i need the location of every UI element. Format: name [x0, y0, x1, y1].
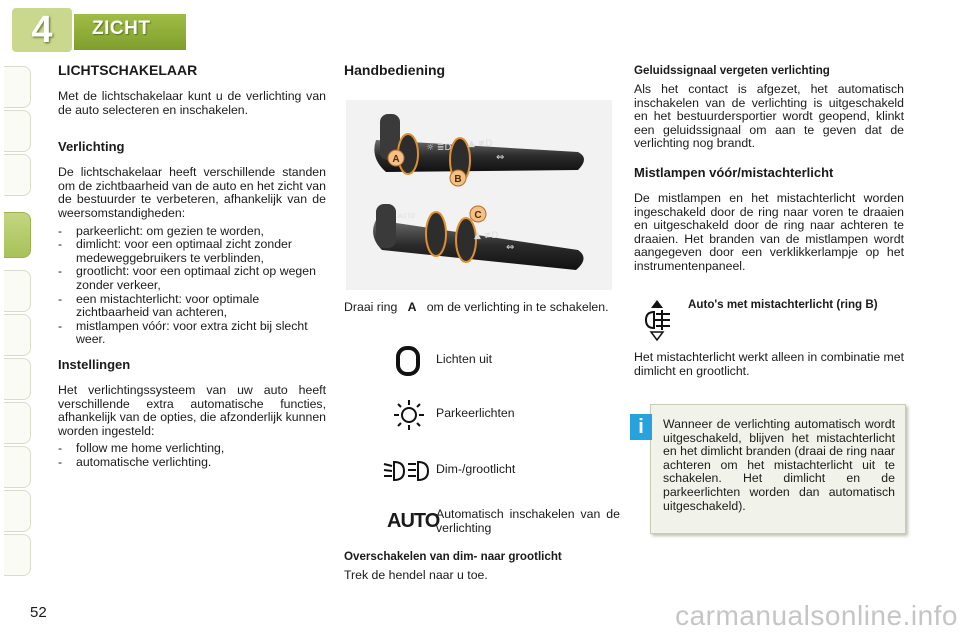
svg-text:⇔: ⇔ — [506, 242, 515, 253]
svg-text:▲ ≢D: ▲ ≢D — [468, 139, 493, 149]
position-parking — [390, 398, 620, 432]
side-tab[interactable] — [4, 402, 31, 444]
label-a — [388, 150, 404, 166]
position-label: Automatisch inschakelen van de verlichting — [436, 507, 620, 535]
warning-text: Als het contact is afgezet, het automatisch inschakelen van de verlichting is uitgeschakeld en het bestuurdersportier wordt geopend, klinkt een geluidssignaal om aan te geven dat de verlichting nog brandt. — [634, 82, 904, 151]
instellingen-text: Het verlichtingssysteem van uw auto heeft verschillende extra automatische functies, afhankelijk van de opties, die afzonderlijk kunnen worden ingesteld: — [58, 382, 326, 438]
instellingen-heading: Instellingen — [58, 356, 131, 372]
verlichting-text: De lichtschakelaar heeft verschillende standen om de zichtbaarheid van de auto en het zicht van de bestuurder te verbeteren, afhankelijk van de weersomstandigheden: — [58, 165, 326, 220]
side-tab[interactable] — [4, 490, 31, 532]
rear-fog-text: Het mistachterlicht werkt alleen in combinatie met dimlicht en grootlicht. — [634, 350, 904, 378]
side-tab[interactable] — [4, 154, 31, 196]
fog-heading: Mistlampen vóór/mistachterlicht — [634, 164, 834, 180]
dipped-main-beam-icon — [382, 454, 432, 488]
ring-label: A — [407, 300, 417, 314]
lever-svg — [346, 100, 612, 290]
list-item: - grootlicht: voor een optimaal zicht op wegen zonder verkeer, — [58, 265, 326, 292]
list-item: - dimlicht: voor een optimaal zicht zonder medeweggebruikers te verblinden, — [58, 238, 326, 265]
lever-illustration — [346, 100, 612, 290]
position-off — [390, 344, 620, 378]
verlichting-heading: Verlichting — [58, 139, 125, 155]
position-dipped-main — [390, 454, 620, 488]
verlichting-list — [58, 225, 326, 347]
side-tab[interactable] — [4, 270, 31, 312]
section-title: LICHTSCHAKELAAR — [58, 62, 198, 78]
side-tab[interactable] — [4, 534, 31, 576]
handbediening-heading: Handbediening — [344, 62, 446, 78]
label-b — [450, 170, 466, 186]
position-label: Dim-/grootlicht — [436, 462, 516, 476]
ring-instruction: Draai ring A om de verlichting in te schakelen. — [344, 300, 609, 314]
switch-section — [344, 550, 612, 583]
side-tab[interactable] — [4, 446, 31, 488]
position-label: Parkeerlichten — [436, 406, 515, 420]
parking-light-icon — [390, 398, 428, 432]
list-item: - mistlampen vóór: voor extra zicht bij slecht weer. — [58, 320, 326, 347]
chapter-title: ZICHT — [92, 18, 151, 39]
switch-text: Trek de hendel naar u toe. — [344, 568, 488, 582]
list-item: - parkeerlicht: om gezien te worden, — [58, 225, 326, 239]
svg-text:☼ ≣D: ☼ ≣D — [426, 143, 452, 153]
auto-lights-icon: AUTO — [387, 510, 440, 532]
side-tab[interactable] — [4, 110, 31, 152]
warning-heading: Geluidssignaal vergeten verlichting — [634, 64, 830, 77]
svg-text:A: A — [392, 154, 400, 165]
switch-heading: Overschakelen van dim- naar grootlicht — [344, 550, 562, 563]
list-item: - automatische verlichting. — [58, 456, 326, 470]
lever-auto-text: AUTO — [398, 213, 415, 220]
info-icon: i — [630, 414, 652, 440]
side-tab[interactable] — [4, 358, 31, 400]
svg-text:⇔: ⇔ — [496, 152, 505, 163]
side-tab[interactable] — [4, 314, 31, 356]
position-label: Lichten uit — [436, 352, 493, 366]
watermark: carmanualsonline.info — [675, 600, 958, 631]
list-item: - follow me home verlichting, — [58, 442, 326, 456]
page-number: 52 — [30, 604, 47, 621]
svg-text:B: B — [454, 174, 462, 185]
side-tab[interactable] — [4, 66, 31, 108]
column-left — [58, 62, 326, 469]
column-right — [634, 64, 904, 274]
fog-text: De mistlampen en het mistachterlicht worden ingeschakeld door de ring naar voren te draaien en uitgeschakeld door de ring naar achteren te draaien. Het branden van de mistlampen wordt aangegeven door een verklikkerlampje op het instrumentenpaneel. — [634, 190, 904, 273]
position-auto — [387, 506, 620, 546]
header-spacer — [186, 14, 960, 50]
svg-text:▲ ≢D: ▲ ≢D — [474, 231, 499, 241]
rear-fog-icon — [640, 296, 674, 342]
instellingen-list — [58, 442, 326, 469]
list-item: - een mistachterlicht: voor optimale zichtbaarheid van achteren, — [58, 293, 326, 320]
svg-text:C: C — [474, 210, 482, 221]
side-tab-active[interactable] — [4, 212, 31, 258]
label-c — [470, 206, 486, 222]
rear-fog-heading: Auto's met mistachterlicht (ring B) — [688, 298, 878, 311]
chapter-number: 4 — [31, 9, 53, 51]
upper-lever — [374, 114, 584, 182]
lights-off-icon — [390, 344, 428, 378]
intro-text: Met de lichtschakelaar kunt u de verlichting van de auto selecteren en inschakelen. — [58, 89, 326, 117]
info-text: Wanneer de verlichting automatisch wordt uitgeschakeld, blijven het mistachterlicht en het dimlicht branden (draai de ring naar achteren om het mistachterlicht uit te schakelen. Het dimlicht en de parkeerlichten worden dan automatisch uitgeschakeld). — [663, 417, 895, 513]
